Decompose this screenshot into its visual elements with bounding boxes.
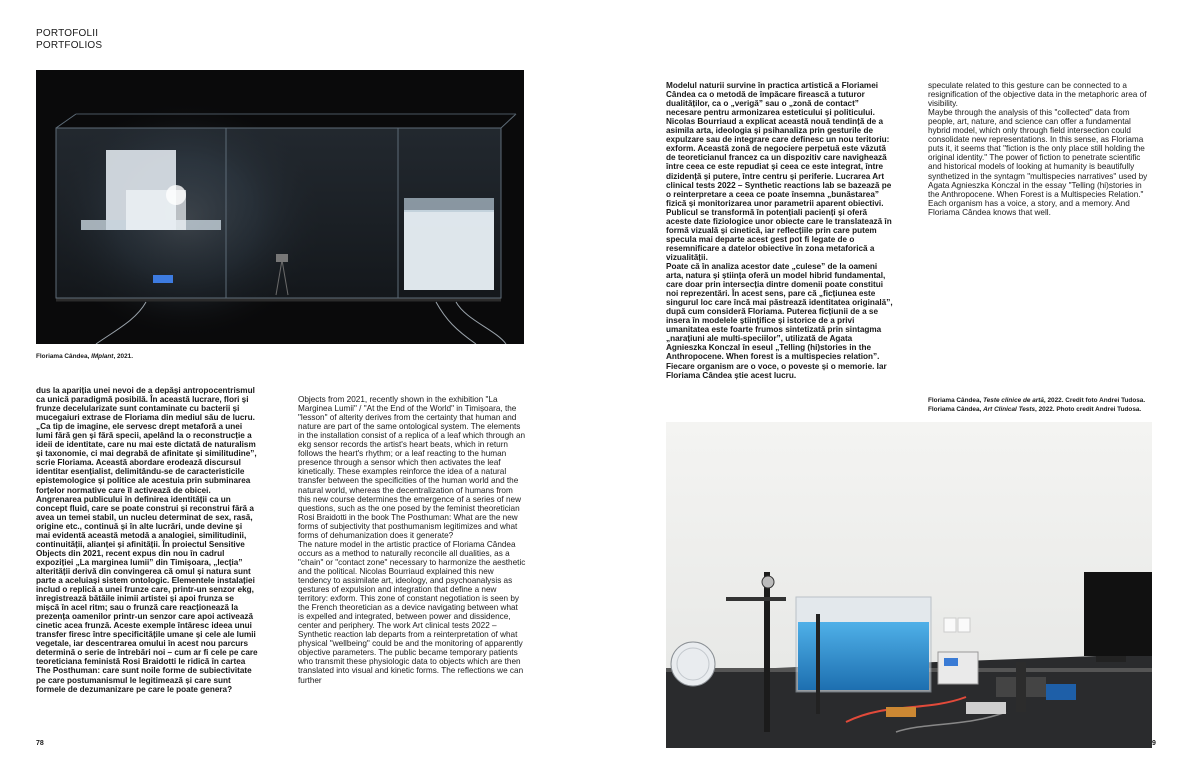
page-number-right: 9 bbox=[1152, 740, 1156, 747]
page-number-left: 78 bbox=[36, 740, 44, 747]
caption-work-title: IMplant bbox=[91, 353, 114, 360]
art-clinical-caption bbox=[928, 396, 1145, 414]
text-column-1-ro bbox=[36, 386, 258, 744]
section-title-en: PORTFOLIOS bbox=[36, 40, 103, 51]
implant-photo-image bbox=[36, 70, 524, 344]
text-column-3-ro bbox=[666, 72, 894, 408]
implant-photo bbox=[36, 70, 524, 344]
section-title-ro: PORTOFOLII bbox=[36, 28, 99, 39]
section-heading bbox=[36, 28, 102, 52]
implant-caption bbox=[36, 352, 133, 361]
art-clinical-photo-image bbox=[666, 422, 1152, 748]
text-column-2-en bbox=[298, 386, 526, 746]
column-3-text: Modelul naturii survine în practica artistică a Floriamei Cândea ca o metodă de împăcare firească a tuturor dualităților, ca o „verigă” sau o „zonă de contact” necesare pentru armonizarea esteticului și politicului. Nicolas Bourriaud a explicat această nouă tendință de a asimila arta, ideologia și psihanaliza prin gesturile de expulzare sau de integrare care definesc un nou teritoriu: exform. Această zonă de negociere perpetuă este văzută de teoreticianul francez ca un dispozitiv care navighează între ceea ce este repudiat și ceea ce este integrat, între dizidență și putere, între centru și periferie. Lucrarea Art clinical tests 2022 – Synthetic reactions lab se bazează pe o reinterpretare a ceea ce poate însemna „bunăstarea” fizică și monitorizarea unor parametrii aparent obiectivi. Publicul se transformă în potențiali pacienți și oferă aceste date fiziologice unor obiecte care le translatează în formă vizuală și cinetică, iar reflecțiile prin care putem specula mai departe acest gest pot fi legate de o resemnificare a datelor obiective în zona metaforică a vizualității. Poate că în analiza acestor date „culese” de la oameni arta, natura și știința oferă un model hibrid fundamental, care doar prin intersecția dintre domenii poate constitui noi reprezentări. În acest sens, pare că „ficțiunea este singurul loc care încă mai păstrează identitatea originală”, după cum consideră Floriama. Puterea ficțiunii de a se insera în modelele științifice și istorice de a privi umanitatea este foarte frumos sintetizată prin sintagma „narațiuni ale multi-speciilor”, utilizată de Agata Agnieszka Konczal în eseul „Telling (hi)stories in the Anthropocene. When forest is a multispecies relation”. Fiecare organism are o voce, o poveste și o memorie. Iar Floriama Cândea știe acest lucru. bbox=[666, 81, 893, 380]
caption-year: , 2021. bbox=[113, 353, 133, 360]
caption-line-ro: Floriama Cândea, Teste clinice de artă, 2022. Credit foto Andrei Tudosa. bbox=[928, 397, 1146, 404]
column-4-text: speculate related to this gesture can be connected to a resignification of the objective data in the metaphoric area of visibility. Maybe through the analysis of this "collected" data from people, art, nature, and science can offer a fundamental hybrid model, which only through field intersection could consolidate new representations. In this sense, as Floriama puts it, it seems that "fiction is the only place still holding the original identity." The power of fiction to penetrate scientific and historical models of looking at humanity is beautifully synthetized in the syntagm "multispecies narratives" used by Agata Agnieszka Konczal in the essay "Telling (hi)stories in the Anthropocene. When Forest is a Multispecies Relation." Each organism has a voice, a story, and a memory. And Floriama Cândea knows that well. bbox=[928, 81, 1148, 217]
caption-artist: Floriama Cândea, bbox=[36, 353, 92, 360]
column-2-text: Objects from 2021, recently shown in the exhibition "La Marginea Lumii" / "At the End of the World" in Timișoara, the "lesson" of alterity derives from the certainty that human and nature are part of the same ontological system. The elements in the installation consist of a replica of a leaf which through an ekg sensor records the artist's heart beats, which in return follows the heart's rhythm; or a leaf reacting to the human presence through a sensor which then activates the leaf kinetically. These examples reinforce the idea of a natural transfer between the specificities of the human world and the natural world, whereas the decentralization of humans from this new course determines the emergence of a series of new questions, such as the one posed by the feminist theoretician Rosi Braidotti in the book The Posthuman: What are the new forms of subjectivity that posthumanism legitimizes and what forms of dehumanization does it generate? The nature model in the artistic practice of Floriama Cândea occurs as a method to naturally reconcile all dualities, as a "chain" or "contact zone" necessary to harmonize the aesthetic and the political. Nicolas Bourriaud explained this new tendency to assimilate art, ideology, and psychoanalysis as gestures of expulsion and integration that define a new territory: exform. This zone of constant negotiation is seen by the French theoretician as a device navigating between what is expelled and integrated, between power and dissidence, center and periphery. The work Art clinical tests 2022 – Synthetic reaction lab departs from a reinterpretation of what physical "wellbeing" could be and the monitoring of apparently objective parameters. The public became temporary patients who transmit these physiologic data to objects which are then translated into visual and kinetic forms. The reflections we can further bbox=[298, 395, 526, 685]
text-column-4-en bbox=[928, 72, 1152, 232]
art-clinical-photo bbox=[666, 422, 1152, 748]
column-1-text: dus la apariția unei nevoi de a depăși antropocentrismul ca unică paradigmă posibilă. În această lucrare, flori și frunze decelularizate sunt contaminate cu bacterii și mucegaiuri extrase de Floriama din mediul său de lucru. „Ca tip de imagine, ele servesc drept metaforă a unei lumi fără gen și fără specii, apelând la o reconstrucție a ideii de identitate, care nu mai este dictată de naturalism și taxonomie, ci mai degrabă de afinitate și similitudine”, scrie Floriama. Această abordare erodează discursul identitar esențialist, delimitându-se de caracteristicile epistemologice și politice ale acestuia prin subminarea forțelor normative care îl activează de obicei. Angrenarea publicului în definirea identității ca un concept fluid, care se poate construi și reconstrui fără a avea un temei stabil, un nucleu determinat de sex, rasă, origine etc., continuă și în alte lucrări, unde devine și mai evidentă această metodă a analogiei, similitudinii, continuității, alianței și afinității. În proiectul Sensitive Objects din 2021, recent expus din nou în cadrul expoziției „La marginea lumii” din Timișoara, „lecția” alterității derivă din convingerea că omul și natura sunt parte a aceluiași sistem ontologic. Elementele instalației includ o replică a unei frunze care, printr-un senzor ekg, înregistrează bătăile inimii artistei și apoi frunza se mișcă în acel ritm; sau o frunză care reacționează la prezența oamenilor printr-un senzor care apoi activează cinetic acea frunză. Aceste exemple întăresc ideea unui transfer firesc între specificitățile umane și cele ale lumii vegetale, iar descentrarea omului în acest nou parcurs determină o serie de întrebări noi – cum ar fi cele pe care teoreticiana feministă Rosi Braidotti le ridică în cartea The Posthuman: care sunt noile forme de subiectivitate pe care postumanismul le legitimează și care sunt formele de dezumanizare pe care le poate genera? bbox=[36, 386, 258, 694]
caption-line-en: Floriama Cândea, Art Clinical Tests, 2022. Photo credit Andrei Tudosa. bbox=[928, 406, 1142, 413]
